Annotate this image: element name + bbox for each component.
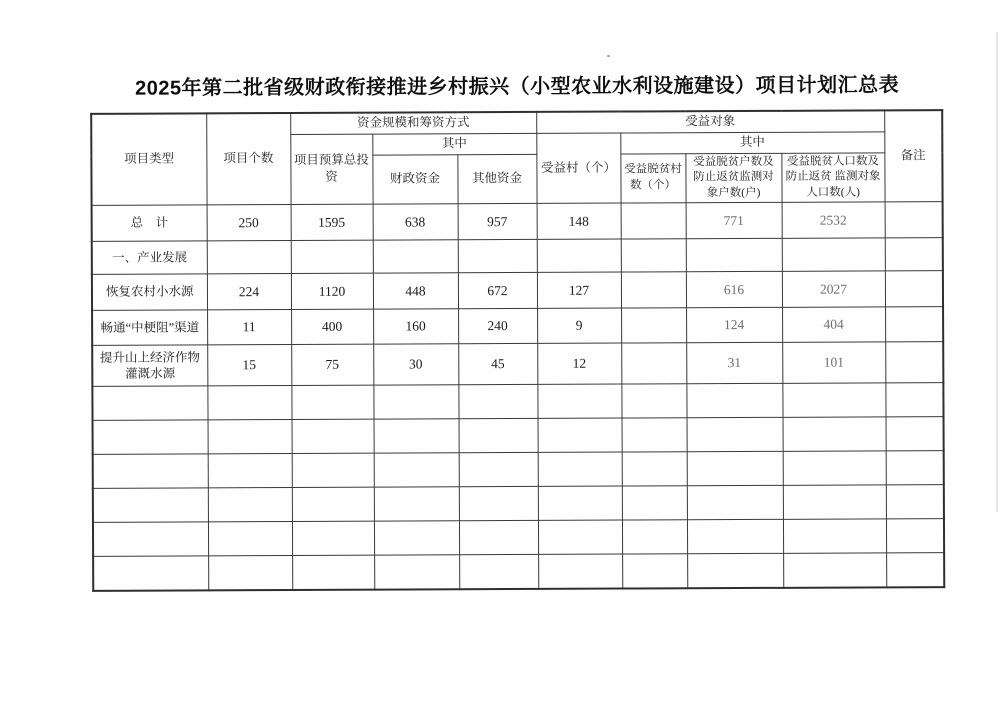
col-header-remarks: 备注	[884, 110, 942, 202]
cell-poverty-villages	[621, 272, 686, 308]
row-label: 恢复农村小水源	[92, 274, 207, 311]
cell-beneficiary-villages: 127	[537, 272, 621, 308]
document-content	[90, 68, 946, 591]
table-row-empty	[93, 553, 944, 591]
cell-project-count: 11	[207, 310, 291, 345]
table-row-small-water	[92, 271, 943, 311]
cell-poverty-villages	[621, 203, 686, 239]
cell-fiscal-funds: 638	[373, 204, 458, 240]
col-header-project-count: 项目个数	[206, 113, 290, 205]
cell-project-count	[207, 241, 291, 274]
row-label: 一、产业发展	[92, 241, 207, 275]
col-header-among-which-beneficiary: 其中	[620, 131, 884, 153]
col-header-total-budget: 项目预算总投资	[290, 134, 372, 205]
cell-poverty-population: 404	[782, 307, 885, 342]
cell-poverty-households: 616	[686, 271, 782, 307]
cell-poverty-villages	[621, 308, 686, 343]
col-header-fiscal-funds: 财政资金	[372, 154, 457, 204]
cell-total-budget: 400	[291, 309, 373, 344]
cell-project-count: 15	[207, 345, 291, 386]
document-title: 2025年第二批省级财政衔接推进乡村振兴（小型农业水利设施建设）项目计划汇总表	[135, 74, 900, 100]
table-row-section-industry	[92, 238, 943, 275]
col-header-project-type: 项目类型	[91, 113, 206, 205]
cell-other-funds	[458, 239, 537, 272]
col-header-poverty-households: 受益脱贫户数及防止返贫监测对象户数(户)	[685, 153, 781, 203]
table-row-empty	[93, 451, 944, 489]
cell-poverty-population	[782, 238, 885, 271]
row-label: 总 计	[92, 205, 207, 242]
cell-fiscal-funds	[373, 240, 458, 273]
col-header-beneficiary-group: 受益对象	[536, 110, 884, 133]
cell-beneficiary-villages: 9	[537, 308, 621, 343]
row-label: 提升山上经济作物灌溉水源	[92, 345, 207, 387]
cell-beneficiary-villages: 12	[537, 343, 621, 384]
col-header-other-funds: 其他资金	[457, 154, 536, 204]
cell-other-funds: 240	[458, 308, 537, 343]
cell-other-funds: 672	[458, 272, 537, 308]
cell-total-budget: 1120	[291, 273, 373, 309]
col-header-poverty-villages: 受益脱贫村数（个）	[620, 153, 685, 203]
cell-poverty-villages	[621, 239, 686, 272]
cell-project-count: 224	[207, 274, 291, 310]
table-row-empty	[93, 417, 944, 455]
cell-poverty-population: 2532	[782, 202, 885, 238]
cell-poverty-households: 771	[686, 202, 782, 238]
table-row-empty	[93, 519, 944, 557]
cell-remarks	[885, 307, 943, 342]
cell-beneficiary-villages	[537, 239, 621, 272]
cell-remarks	[885, 271, 943, 307]
summary-table	[90, 109, 945, 591]
col-header-beneficiary-villages: 受益村（个）	[536, 133, 620, 204]
table-row-empty	[93, 485, 944, 523]
cell-project-count: 250	[207, 205, 291, 241]
col-header-poverty-population: 受益脱贫人口数及防止返贫 监测对象人口数(人)	[781, 152, 884, 202]
table-row-irrigation	[92, 342, 943, 387]
cell-remarks	[885, 202, 943, 238]
table-row-channels	[92, 307, 943, 346]
col-header-among-which-funding: 其中	[372, 133, 536, 155]
cell-poverty-population: 2027	[782, 271, 885, 307]
row-label: 畅通“中梗阻”渠道	[92, 310, 207, 346]
cell-fiscal-funds: 448	[373, 273, 458, 309]
cell-other-funds: 45	[458, 343, 537, 384]
scan-speck-artifact	[607, 55, 610, 57]
cell-poverty-villages	[621, 343, 686, 384]
cell-total-budget: 1595	[291, 204, 373, 240]
cell-fiscal-funds: 30	[373, 344, 458, 385]
scan-page-edge-artifact	[996, 32, 998, 512]
cell-other-funds: 957	[458, 203, 537, 239]
cell-total-budget	[291, 240, 373, 273]
cell-poverty-households: 31	[686, 342, 782, 383]
cell-poverty-population: 101	[782, 342, 885, 383]
cell-fiscal-funds: 160	[373, 309, 458, 344]
cell-remarks	[885, 238, 943, 271]
cell-total-budget: 75	[291, 344, 373, 385]
cell-poverty-households: 124	[686, 307, 782, 342]
col-header-funding-group: 资金规模和筹资方式	[290, 112, 536, 134]
cell-beneficiary-villages: 148	[537, 203, 621, 239]
cell-poverty-households	[686, 238, 782, 271]
table-row-total	[92, 202, 943, 242]
table-row-empty	[92, 383, 943, 421]
cell-remarks	[885, 342, 943, 383]
